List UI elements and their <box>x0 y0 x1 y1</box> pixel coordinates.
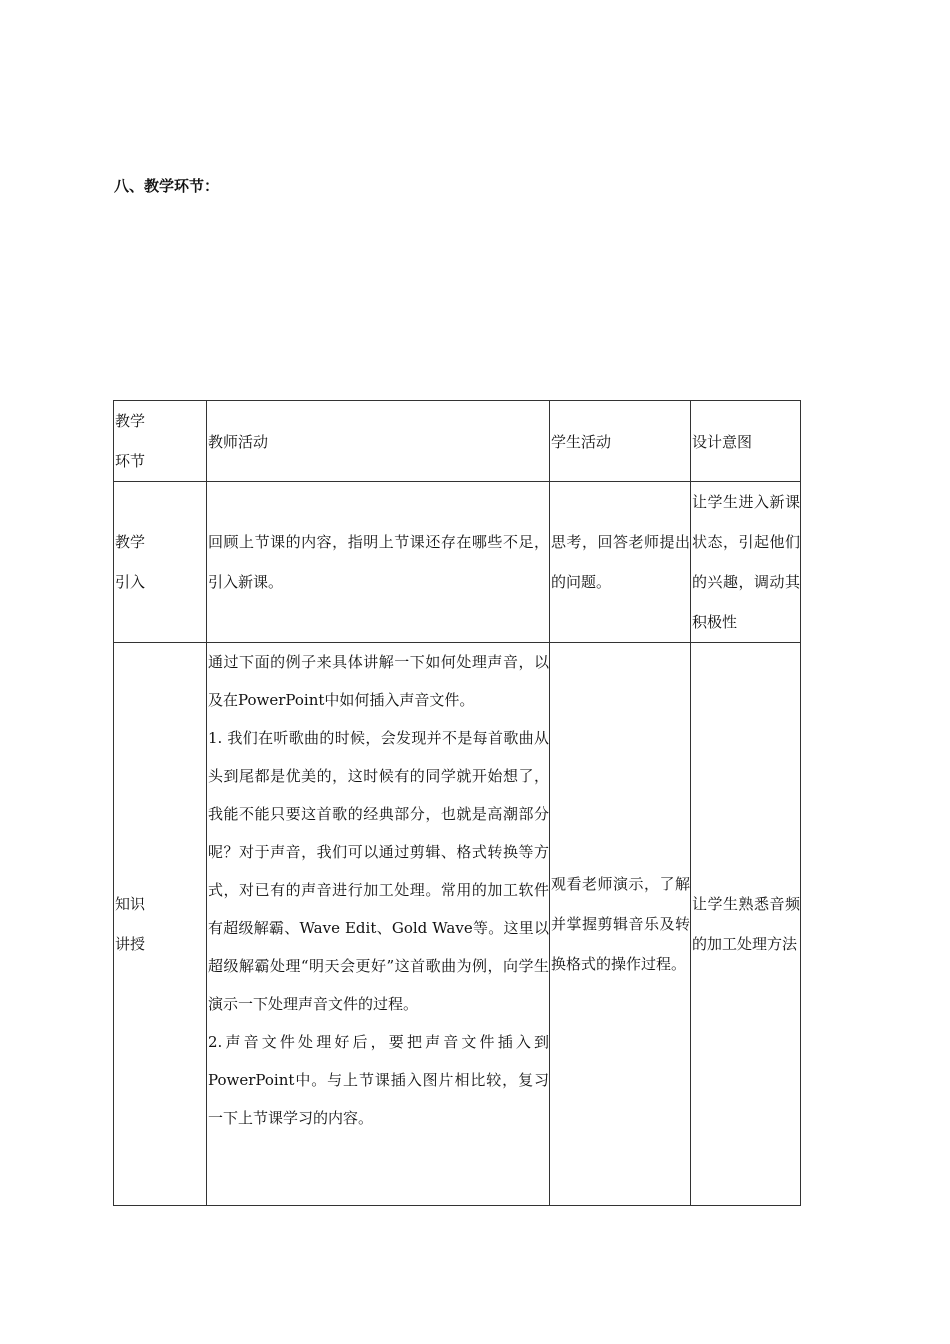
stage-line2: 讲授 <box>115 935 146 953</box>
header-student-cell: 学生活动 <box>550 401 691 482</box>
student-activity-cell: 观看老师演示，了解并掌握剪辑音乐及转换格式的操作过程。 <box>550 643 691 1206</box>
teacher-paragraph: 1. 我们在听歌曲的时候，会发现并不是每首歌曲从头到尾都是优美的，这时候有的同学就开始想了，我能不能只要这首歌的经典部分，也就是高潮部分呢？对于声音，我们可以通过剪辑、格式转换等方式，对已有的声音进行加工处理。常用的加工软件有超级解霸、Wave Edit、Gold Wave等。这里以超级解霸处理“明天会更好”这首歌曲为例，向学生演示一下处理声音文件的过程。 <box>208 729 549 1013</box>
header-teacher-cell: 教师活动 <box>207 401 550 482</box>
student-activity-cell: 思考，回答老师提出的问题。 <box>550 482 691 643</box>
stage-line1: 知识 <box>115 895 146 913</box>
stage-cell <box>114 643 207 1206</box>
teaching-steps-table <box>113 400 801 1206</box>
teacher-activity-cell <box>207 643 550 1206</box>
design-intent-cell: 让学生进入新课状态，引起他们的兴趣，调动其积极性 <box>691 482 801 643</box>
table-row <box>114 482 801 643</box>
section-heading: 八、教学环节： <box>114 177 220 195</box>
stage-line1: 教学 <box>115 533 146 551</box>
design-intent-cell: 让学生熟悉音频的加工处理方法 <box>691 643 801 1206</box>
table-row <box>114 643 801 1206</box>
teacher-paragraph: 通过下面的例子来具体讲解一下如何处理声音，以及在PowerPoint中如何插入声音文件。 <box>208 653 549 709</box>
header-stage-cell <box>114 401 207 482</box>
header-stage-line1: 教学 <box>115 412 146 430</box>
header-stage-line2: 环节 <box>115 452 146 470</box>
table-header-row <box>114 401 801 482</box>
header-intent-cell: 设计意图 <box>691 401 801 482</box>
teacher-paragraph: 2.声音文件处理好后，要把声音文件插入到PowerPoint中。与上节课插入图片相比较，复习一下上节课学习的内容。 <box>208 1033 549 1127</box>
teacher-activity-cell: 回顾上节课的内容，指明上节课还存在哪些不足，引入新课。 <box>207 482 550 643</box>
stage-cell <box>114 482 207 643</box>
stage-line2: 引入 <box>115 573 146 591</box>
